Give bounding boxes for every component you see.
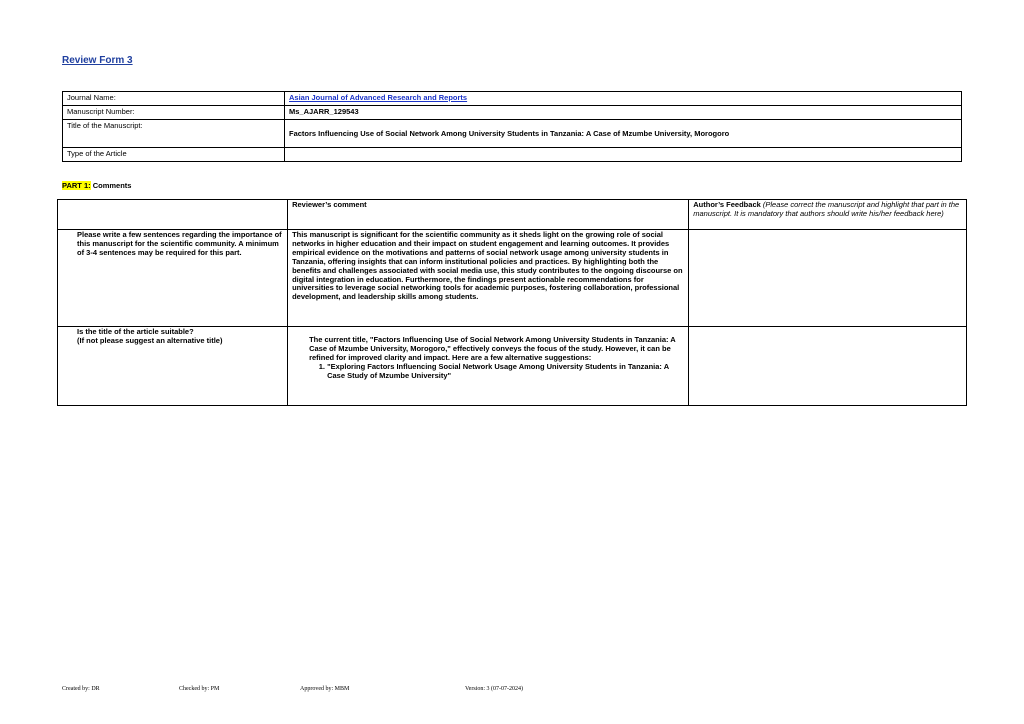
question-title — [58, 327, 288, 406]
suggestion-item: 1. "Exploring Factors Influencing Social Network Usage Among University Students in Tanzania: A Case Study of Mzumbe University" — [327, 363, 684, 381]
comment-row-title — [58, 327, 967, 406]
question-title-line2: (If not please suggest an alternative title) — [77, 335, 223, 345]
reviewer-comment-title — [288, 327, 689, 406]
manuscript-info-table — [62, 91, 962, 162]
author-feedback-header-title: Author’s Feedback — [693, 200, 761, 209]
manuscript-number-value: Ms_AJARR_129543 — [285, 106, 962, 120]
article-type-row — [63, 148, 962, 162]
footer-created: Created by: DR — [62, 686, 100, 692]
journal-name-label: Journal Name: — [63, 92, 285, 106]
footer-approved: Approved by: MBM — [300, 686, 350, 692]
reviewer-comment-header: Reviewer’s comment — [288, 200, 689, 230]
footer-checked: Checked by: PM — [179, 686, 220, 692]
author-feedback-header-note: (Please correct the manuscript and highlight that part in the manuscript. It is mandatory that authors should write his/her feedback here) — [693, 200, 960, 218]
manuscript-number-row — [63, 106, 962, 120]
comments-header-row — [58, 200, 967, 230]
reviewer-comment-title-intro: The current title, "Factors Influencing Use of Social Network Among University Students in Tanzania: A Case of Mzumbe University, Morogoro," effectively conveys the focus of the study. However, it can be refined for improved clarity and impact. Here are a few alternative suggestions: — [309, 335, 676, 362]
reviewer-comment-importance: This manuscript is significant for the scientific community as it sheds light on the growing role of social networks in higher education and their impact on student engagement and learning outcomes. It provides empirical evidence on the motivations and patterns of social network usage among university students in Tanzania, offering insights that can inform institutional policies and practices. By highlighting both the benefits and challenges associated with social media use, this study contributes to the ongoing discourse on digital integration in education. Furthermore, the findings present actionable recommendations for universities to leverage social networking tools for academic purposes, fostering collaboration, professional development, and leadership skills among students. — [288, 230, 689, 327]
author-feedback-header — [689, 200, 967, 230]
question-importance — [58, 230, 288, 327]
header-empty-cell — [58, 200, 288, 230]
footer-version: Version: 3 (07-07-2024) — [465, 686, 523, 692]
form-title: Review Form 3 — [62, 55, 133, 66]
comments-table — [57, 199, 967, 406]
journal-row — [63, 92, 962, 106]
question-title-line1: Is the title of the article suitable? — [77, 327, 194, 336]
comment-row-importance — [58, 230, 967, 327]
journal-name-value — [285, 92, 962, 106]
manuscript-title-label: Title of the Manuscript: — [63, 120, 285, 148]
manuscript-title-value: Factors Influencing Use of Social Network Among University Students in Tanzania: A Case of Mzumbe University, Morogoro — [285, 120, 962, 148]
manuscript-title-row — [63, 120, 962, 148]
part-title: Comments — [90, 181, 132, 190]
suggestion-list — [309, 363, 684, 381]
manuscript-number-label: Manuscript Number: — [63, 106, 285, 120]
article-type-label: Type of the Article — [63, 148, 285, 162]
journal-name-link[interactable]: Asian Journal of Advanced Research and Reports — [289, 93, 468, 102]
part-label: PART 1: — [62, 181, 91, 190]
article-type-value — [285, 148, 962, 162]
question-importance-text: Please write a few sentences regarding the importance of this manuscript for the scientific community. A minimum of 3-4 sentences may be required for this part. — [77, 230, 282, 257]
author-feedback-importance[interactable] — [689, 230, 967, 327]
part-heading — [62, 181, 131, 190]
author-feedback-title[interactable] — [689, 327, 967, 406]
